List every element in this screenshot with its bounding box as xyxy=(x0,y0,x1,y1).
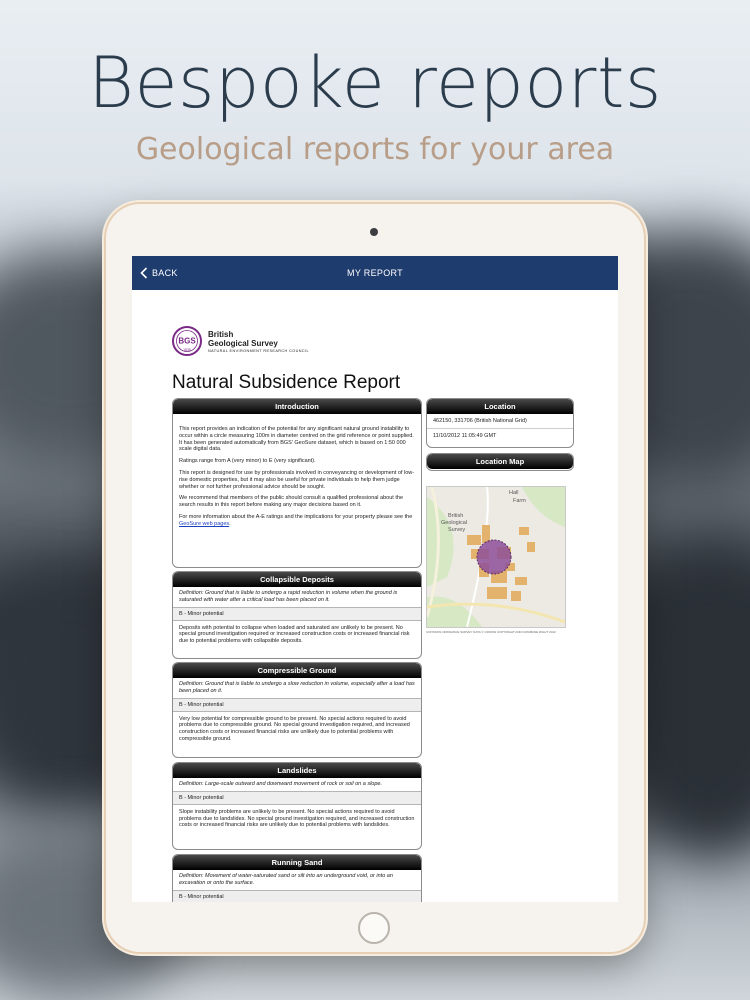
location-grid-ref: 462150, 331706 (British National Grid) xyxy=(427,414,573,429)
report-document[interactable] xyxy=(132,290,618,902)
map-graphic xyxy=(427,487,565,627)
tablet-frame xyxy=(106,204,644,952)
promo-subheadline: Geological reports for your area xyxy=(135,132,615,167)
home-button[interactable] xyxy=(358,912,390,944)
bgs-logo xyxy=(172,326,309,356)
location-map[interactable] xyxy=(426,486,566,628)
section-heading: Running Sand xyxy=(173,855,421,870)
logo-line3: NATURAL ENVIRONMENT RESEARCH COUNCIL xyxy=(208,348,310,353)
app-screen xyxy=(132,256,618,902)
location-timestamp: 11/10/2012 11:05:49 GMT xyxy=(433,433,497,439)
search-area-circle xyxy=(477,540,511,574)
introduction-heading: Introduction xyxy=(173,399,421,414)
section-description: Very low potential for compressible ground to be present. No special actions required to avoid problems due to compressible ground. No special ground investigation required, and increased construction costs or increased financial risks are unlikely due to potential problems with compressible ground. xyxy=(179,715,410,742)
section-rating: B - Minor potential xyxy=(173,792,421,805)
section-description: Deposits with potential to collapse when loaded and saturated are unlikely to be present. No special ground investigation required or increased construction costs or increased financial risk due to potential problems with collapsible deposits. xyxy=(179,624,410,645)
emblem-text: BGS xyxy=(178,336,196,346)
promo-headline: Bespoke reports xyxy=(88,42,662,124)
section-definition: Definition: Movement of water-saturated sand or silt into an underground void, or into an excavation or onto the surface. xyxy=(173,870,421,891)
section-landslides xyxy=(172,762,422,850)
section-definition: Definition: Ground that is liable to undergo a slow reduction in volume, especially after a load has been placed on it. xyxy=(173,678,421,699)
section-rating: B - Minor potential xyxy=(173,699,421,712)
section-collapsible-deposits xyxy=(172,571,422,659)
section-rating: B - Minor potential xyxy=(173,891,421,902)
location-panel xyxy=(426,398,574,448)
location-map-heading: Location Map xyxy=(427,454,573,469)
intro-paragraph: We recommend that members of the public should consult a qualified professional about the search results in this report before making any major decisions based on it. xyxy=(179,495,403,509)
svg-text:Hall: Hall xyxy=(509,490,519,496)
intro-paragraph xyxy=(179,514,415,528)
logo-text xyxy=(208,330,309,353)
section-heading: Compressible Ground xyxy=(173,663,421,678)
location-heading: Location xyxy=(427,399,573,414)
section-description: Slope instability problems are unlikely to be present. No special actions required to avoid problems due to landslides. No special ground investigation required, and increased construction costs or increased financial risks are unlikely due to potential problems with landslides. xyxy=(179,808,415,829)
svg-text:British: British xyxy=(448,513,464,519)
back-label: BACK xyxy=(152,268,178,278)
section-running-sand xyxy=(172,854,422,902)
intro-paragraph: This report provides an indication of the potential for any significant natural ground instability to occur within a circle measuring 100m in diameter centred on the grid reference or point supplied. It has been generated automatically from BGS' GeoSure dataset, which is based on 1:50 000 scale digital data. xyxy=(179,426,414,453)
svg-text:Geological: Geological xyxy=(441,520,467,526)
map-caption: CONTAINS ORDNANCE SURVEY DATA © CROWN COPYRIGHT AND DATABASE RIGHT 2012 xyxy=(426,630,556,634)
section-heading: Collapsible Deposits xyxy=(173,572,421,587)
section-compressible-ground xyxy=(172,662,422,758)
navigation-bar xyxy=(132,256,618,290)
geosure-link[interactable]: GeoSure web pages xyxy=(179,520,230,527)
section-definition: Definition: Ground that is liable to undergo a rapid reduction in volume when the ground is saturated with water after a critical load has been placed on it. xyxy=(173,587,421,608)
section-definition: Definition: Large-scale outward and downward movement of rock or soil on a slope. xyxy=(173,778,421,792)
intro-paragraph: This report is designed for use by professionals involved in conveyancing or development of low-rise domestic properties, but it may also be useful for private individuals to help them judge whether or not further professional advice should be sought. xyxy=(179,469,415,490)
map-label-farm: Farm xyxy=(513,498,526,504)
bgs-emblem-icon xyxy=(172,326,202,356)
logo-line2: Geological Survey xyxy=(208,338,278,348)
section-rating: B - Minor potential xyxy=(173,608,421,621)
location-map-panel xyxy=(426,453,574,471)
nav-title: MY REPORT xyxy=(347,268,403,278)
front-camera xyxy=(370,228,378,236)
introduction-body xyxy=(173,414,421,537)
intro-paragraph: Ratings range from A (very minor) to E (very significant). xyxy=(179,458,316,465)
section-heading: Landslides xyxy=(173,763,421,778)
intro-p5-suffix: . xyxy=(229,520,231,527)
report-title: Natural Subsidence Report xyxy=(172,372,401,393)
emblem-year: 1835 xyxy=(183,348,191,352)
svg-text:Survey: Survey xyxy=(448,527,466,533)
logo-line1: British xyxy=(208,329,234,339)
introduction-panel xyxy=(172,398,422,568)
intro-p5-prefix: For more information about the A-E ratings and the implications for your property please see the xyxy=(179,513,413,520)
